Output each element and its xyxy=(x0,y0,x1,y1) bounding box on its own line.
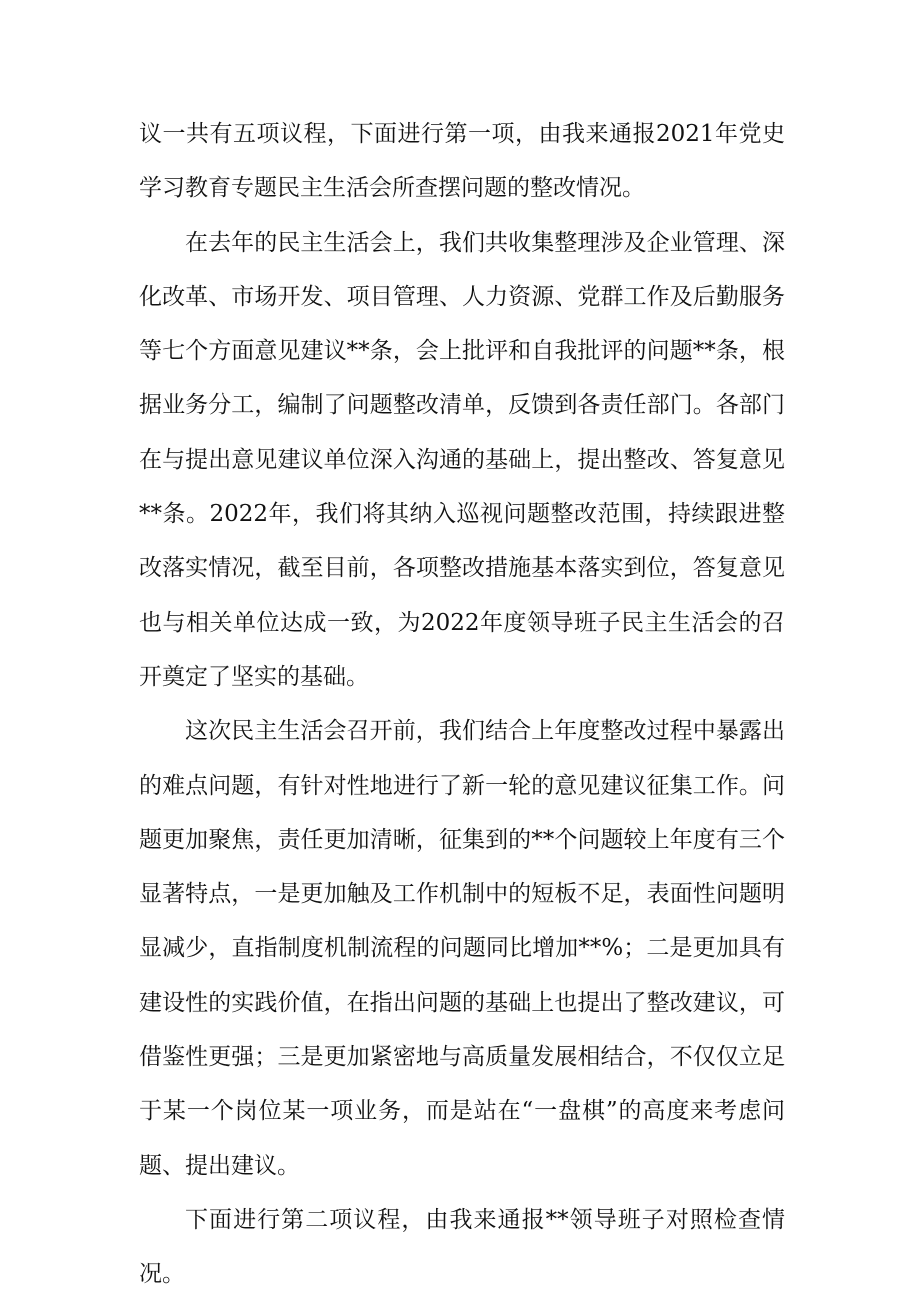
document-body xyxy=(139,107,785,1302)
paragraph-rectification-review: 在去年的民主生活会上，我们共收集整理涉及企业管理、深化改革、市场开发、项目管理、人力资源、党群工作及后勤服务等七个方面意见建议**条，会上批评和自我批评的问题**条，根据业务分工，编制了问题整改清单，反馈到各责任部门。各部门在与提出意见建议单位深入沟通的基础上，提出整改、答复意见**条。2022年，我们将其纳入巡视问题整改范围，持续跟进整改落实情况，截至目前，各项整改措施基本落实到位，答复意见也与相关单位达成一致，为2022年度领导班子民主生活会的召开奠定了坚实的基础。 xyxy=(139,229,785,690)
paragraph-second-agenda: 下面进行第二项议程，由我来通报**领导班子对照检查情况。 xyxy=(139,1206,785,1288)
paragraph-opinion-collection: 这次民主生活会召开前，我们结合上年度整改过程中暴露出的难点问题，有针对性地进行了新一轮的意见建议征集工作。问题更加聚焦，责任更加清晰，征集到的**个问题较上年度有三个显著特点，一是更加触及工作机制中的短板不足，表面性问题明显减少，直指制度机制流程的问题同比增加**%；二是更加具有建设性的实践价值，在指出问题的基础上也提出了整改建议，可借鉴性更强；三是更加紧密地与高质量发展相结合，不仅仅立足于某一个岗位某一项业务，而是站在“一盘棋”的高度来考虑问题、提出建议。 xyxy=(139,718,785,1179)
paragraph-continuation: 议一共有五项议程，下面进行第一项，由我来通报2021年党史学习教育专题民主生活会所查摆问题的整改情况。 xyxy=(139,121,785,202)
